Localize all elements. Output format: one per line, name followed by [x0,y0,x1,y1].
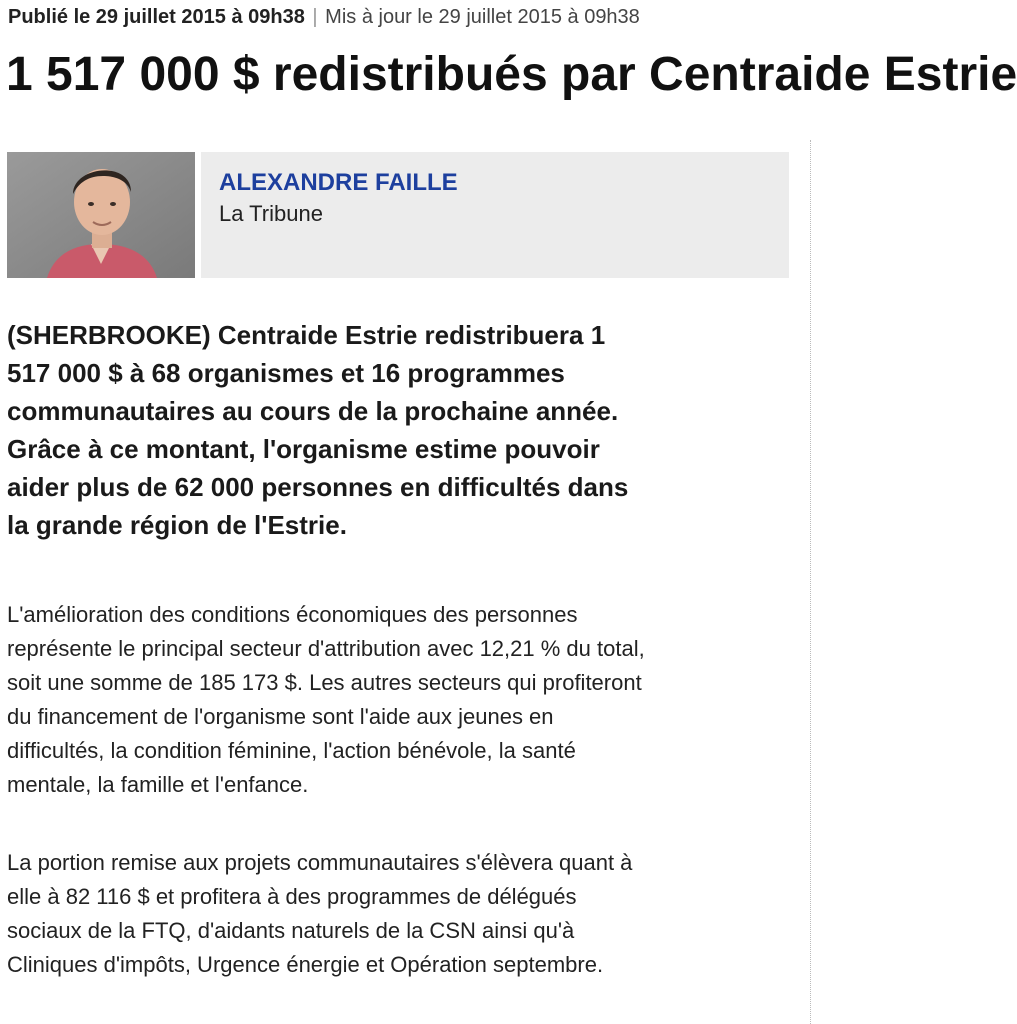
article-lead [7,316,807,544]
author-photo-divider [195,152,201,278]
lead-line: (SHERBROOKE) Centraide Estrie redistribuera 1 [7,320,606,350]
lead-line: la grande région de l'Estrie. [7,510,347,540]
paragraph-line: elle à 82 116 $ et profitera à des programmes de délégués [7,884,577,909]
paragraph-line: représente le principal secteur d'attribution avec 12,21 % du total, [7,636,645,661]
article-headline: 1 517 000 $ redistribués par Centraide Estrie [6,48,1017,101]
paragraph-line: mentale, la famille et l'enfance. [7,772,309,797]
article-paragraph [7,598,807,802]
lead-line: Grâce à ce montant, l'organisme estime pouvoir [7,434,600,464]
column-divider [810,140,811,1024]
paragraph-line: L'amélioration des conditions économiques des personnes [7,602,578,627]
lead-line: aider plus de 62 000 personnes en difficultés dans [7,472,629,502]
paragraph-line: La portion remise aux projets communautaires s'élèvera quant à [7,850,633,875]
paragraph-line: soit une somme de 185 173 $. Les autres secteurs qui profiteront [7,670,642,695]
lead-line: 517 000 $ à 68 organismes et 16 programmes [7,358,565,388]
article-paragraph [7,846,807,982]
published-date: Publié le 29 juillet 2015 à 09h38 [8,6,305,28]
author-portrait-icon [7,152,195,278]
dateline-separator: | [312,6,318,28]
author-photo [7,152,195,278]
author-outlet: La Tribune [219,201,323,226]
paragraph-line: Cliniques d'impôts, Urgence énergie et Opération septembre. [7,952,604,977]
article-dateline [8,4,640,30]
paragraph-line: du financement de l'organisme sont l'aide aux jeunes en [7,704,554,729]
paragraph-line: sociaux de la FTQ, d'aidants naturels de la CSN ainsi qu'à [7,918,575,943]
lead-line: communautaires au cours de la prochaine année. [7,396,619,426]
author-box [7,152,789,278]
paragraph-line: difficultés, la condition féminine, l'action bénévole, la santé [7,738,576,763]
author-name[interactable]: ALEXANDRE FAILLE [219,169,458,196]
updated-date: Mis à jour le 29 juillet 2015 à 09h38 [325,6,640,28]
